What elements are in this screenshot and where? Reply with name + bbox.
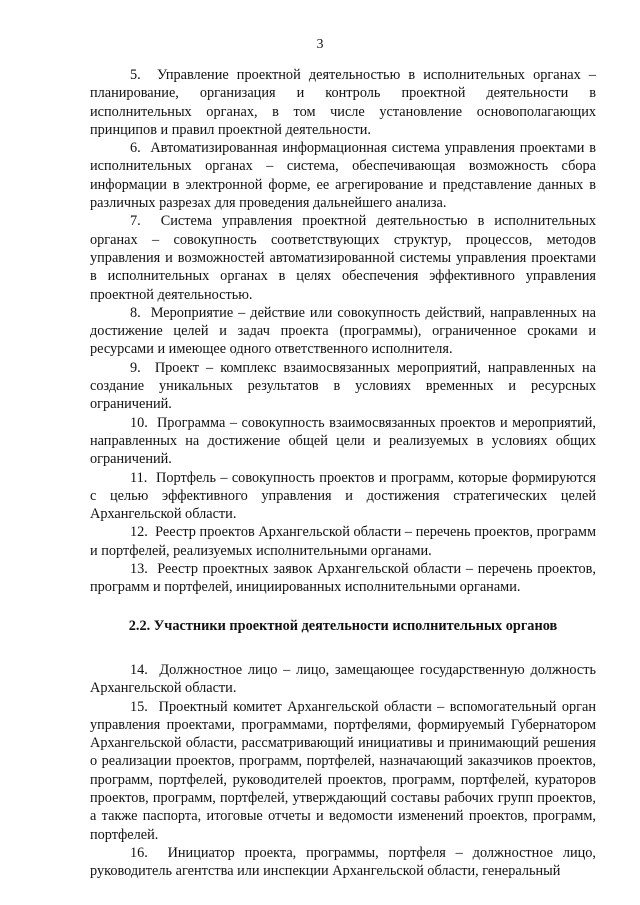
paragraph-number: 5. (130, 67, 141, 83)
paragraph-number: 6. (130, 140, 141, 157)
paragraph-text: Портфель – совокупность проектов и программ, которые формируются с целью эффективного управления и достижения стратегических целей Архангельской области. (90, 469, 596, 523)
paragraph-number: 15. (130, 698, 148, 715)
paragraph-number: 8. (130, 304, 141, 321)
paragraph-number: 13. (130, 561, 148, 578)
paragraph-16 (90, 844, 596, 881)
paragraph-text: Проектный комитет Архангельской области – вспомогательный орган управления проектами, программами, портфелями, формируемый Губернатором Архангельской области, рассматривающий инициативы и принимающий решения о реализации проектов, программ, портфелей, назначающий заказчиков проектов, программ, портфелей, руководителей проектов, программ, портфелей, кураторов проектов, программ, портфелей, утверждающий составы рабочих групп проектов, а также паспорта, итоговые отчеты и ведомости изменений проектов, программ, портфелей. (90, 698, 596, 843)
paragraph-text: Должностное лицо – лицо, замещающее государственную должность Архангельской области. (90, 661, 596, 697)
paragraph-text: Автоматизированная информационная система управления проектами в исполнительных органах – система, обеспечивающая возможность сбора информации в электронной форме, ее агрегирование и представление данных в различных разрезах для проведения дальнейшего анализа. (90, 140, 596, 212)
paragraph-6 (90, 139, 596, 212)
paragraph-10 (90, 414, 596, 469)
paragraph-11 (90, 469, 596, 524)
paragraph-9 (90, 359, 596, 414)
paragraph-text: Инициатор проекта, программы, портфеля – должностное лицо, руководитель агентства или инспекции Архангельской области, генеральный (90, 844, 596, 880)
document-body (90, 66, 596, 880)
paragraph-number: 10. (130, 414, 148, 431)
paragraph-text: Программа – совокупность взаимосвязанных проектов и мероприятий, направленных на достижение общей цели и реализуемых в условиях общих ограничений. (90, 414, 596, 468)
paragraph-text: Реестр проектов Архангельской области – перечень проектов, программ и портфелей, реализуемых исполнительными органами. (90, 524, 596, 559)
paragraph-text: Управление проектной деятельностью в исполнительных органах – планирование, организация и контроль проектной деятельности в исполнительных органах, в том числе установление основополагающих принципов и правил проектной деятельности. (90, 67, 596, 138)
paragraph-text: Система управления проектной деятельностью в исполнительных органах – совокупность соответствующих структур, процессов, методов управления и возможностей автоматизированной системы управления проектами в исполнительных органах в целях обеспечения эффективного управления проектной деятельностью. (90, 213, 596, 303)
paragraph-number: 9. (130, 359, 141, 376)
paragraph-14 (90, 661, 596, 698)
paragraph-7 (90, 212, 596, 303)
paragraph-number: 12. (130, 524, 148, 541)
paragraph-12 (90, 523, 596, 560)
paragraph-15 (90, 698, 596, 844)
paragraph-number: 11. (130, 469, 148, 486)
paragraph-number: 14. (130, 661, 148, 678)
page-number: 3 (316, 37, 324, 52)
section-heading: 2.2. Участники проектной деятельности исполнительных органов (128, 617, 558, 634)
paragraph-text: Проект – комплекс взаимосвязанных мероприятий, направленных на создание уникальных результатов в условиях временных и ресурсных ограничений. (90, 359, 596, 413)
paragraph-13 (90, 560, 596, 597)
paragraph-8 (90, 304, 596, 359)
paragraph-number: 7. (130, 213, 141, 230)
paragraph-5 (90, 66, 596, 139)
paragraph-text: Мероприятие – действие или совокупность действий, направленных на достижение целей и задач проекта (программы), ограниченное сроками и ресурсами и имеющее одного ответственного исполнителя. (90, 304, 596, 358)
paragraph-text: Реестр проектных заявок Архангельской области – перечень проектов, программ и портфелей, инициированных исполнительными органами. (90, 561, 596, 596)
paragraph-number: 16. (130, 844, 148, 861)
